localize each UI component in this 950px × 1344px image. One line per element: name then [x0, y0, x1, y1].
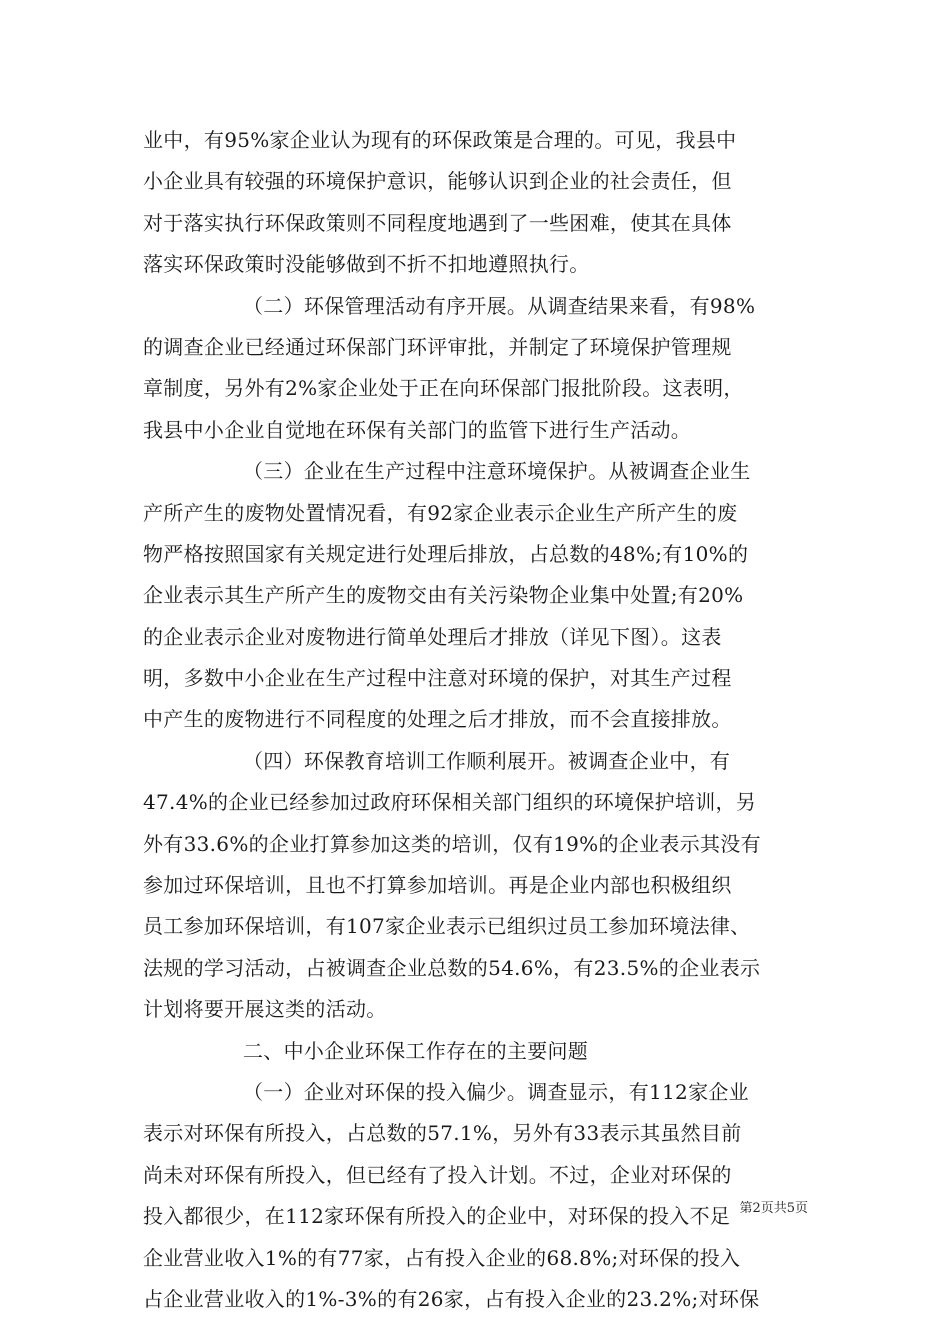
text-line: 投入都很少，在112家环保有所投入的企业中，对环保的投入不足	[143, 1204, 731, 1229]
text-line: 表示对环保有所投入，占总数的57.1%，另外有33表示其虽然目前	[143, 1121, 742, 1146]
text-line: （四）环保教育培训工作顺利展开。被调查企业中，有	[243, 748, 731, 773]
text-line: 二、中小企业环保工作存在的主要问题	[243, 1038, 589, 1063]
text-line: 明，多数中小企业在生产过程中注意对环境的保护，对其生产过程	[143, 666, 732, 691]
text-line: 参加过环保培训，且也不打算参加培训。再是企业内部也积极组织	[143, 873, 732, 898]
text-line: 物严格按照国家有关规定进行处理后排放，占总数的48%;有10%的	[143, 541, 749, 566]
text-line: （二）环保管理活动有序开展。从调查结果来看，有98%	[243, 293, 756, 318]
text-line: 的调查企业已经通过环保部门环评审批，并制定了环境保护管理规	[143, 334, 732, 359]
text-line: 企业表示其生产所产生的废物交由有关污染物企业集中处置;有20%	[143, 583, 744, 608]
text-line: 章制度，另外有2%家企业处于正在向环保部门报批阶段。这表明，	[143, 376, 744, 401]
text-line: 中产生的废物进行不同程度的处理之后才排放，而不会直接排放。	[143, 707, 732, 732]
text-line: 落实环保政策时没能够做到不折不扣地遵照执行。	[143, 252, 590, 277]
text-line: 占企业营业收入的1%-3%的有26家，占有投入企业的23.2%;对环保	[143, 1286, 760, 1311]
text-line: 计划将要开展这类的活动。	[143, 997, 387, 1022]
text-line: 外有33.6%的企业打算参加这类的培训，仅有19%的企业表示其没有	[143, 831, 761, 856]
text-line: 法规的学习活动，占被调查企业总数的54.6%，有23.5%的企业表示	[143, 955, 761, 980]
text-line: （一）企业对环保的投入偏少。调查显示，有112家企业	[243, 1079, 749, 1104]
text-line: 产所产生的废物处置情况看，有92家企业表示企业生产所产生的废	[143, 500, 738, 525]
document-body	[143, 120, 813, 1320]
text-line: 企业营业收入1%的有77家，占有投入企业的68.8%;对环保的投入	[143, 1245, 741, 1270]
text-line: 我县中小企业自觉地在环保有关部门的监管下进行生产活动。	[143, 417, 692, 442]
text-line: 对于落实执行环保政策则不同程度地遇到了一些困难，使其在具体	[143, 210, 732, 235]
text-line: 尚未对环保有所投入，但已经有了投入计划。不过，企业对环保的	[143, 1162, 732, 1187]
text-line: 员工参加环保培训，有107家企业表示已组织过员工参加环境法律、	[143, 914, 751, 939]
text-line: 的企业表示企业对废物进行简单处理后才排放（详见下图）。这表	[143, 624, 722, 649]
text-line: （三）企业在生产过程中注意环境保护。从被调查企业生	[243, 459, 751, 484]
page-footer: 第2页共5页	[739, 1201, 808, 1216]
text-line: 业中，有95%家企业认为现有的环保政策是合理的。可见，我县中	[143, 128, 737, 152]
text-line: 47.4%的企业已经参加过政府环保相关部门组织的环境保护培训，另	[143, 790, 757, 815]
text-line: 小企业具有较强的环境保护意识，能够认识到企业的社会责任，但	[143, 169, 732, 194]
